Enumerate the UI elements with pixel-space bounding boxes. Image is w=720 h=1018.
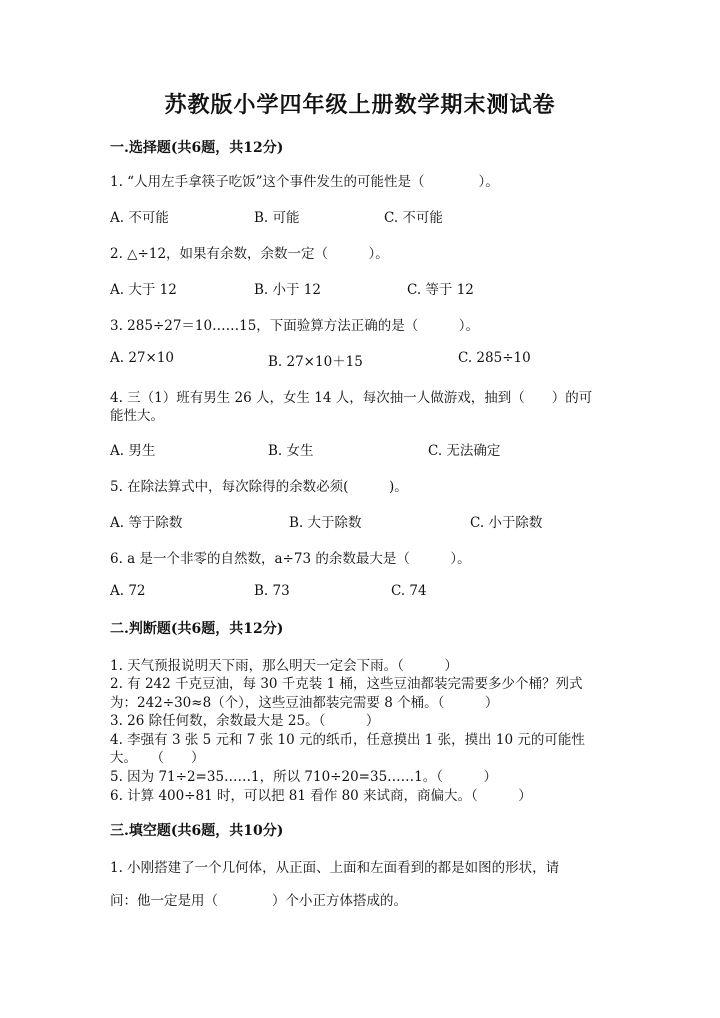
question-1-3: 3. 285÷27＝10……15，下面验算方法正确的是（ ）。 [110,318,480,334]
fill-line-1: 1. 小刚搭建了一个几何体，从正面、上面和左面看到的都是如图的形状，请 [110,860,560,876]
q1-5-option-b: B. 大于除数 [289,515,362,531]
section-heading-fill: 三.填空题(共6题，共10分) [110,823,284,839]
question-1-2: 2. △÷12，如果有余数，余数一定（ ）。 [110,246,389,262]
judge-line-1: 1. 天气预报说明天下雨，那么明天一定会下雨。（ ） [110,658,458,674]
q1-1-option-b: B. 可能 [254,210,300,226]
q1-4-option-a: A. 男生 [110,443,156,459]
q1-2-option-b: B. 小于 12 [254,282,321,298]
question-1-5: 5. 在除法算式中，每次除得的余数必须( )。 [110,479,408,495]
q1-3-option-c: C. 285÷10 [458,350,531,366]
q1-2-option-c: C. 等于 12 [407,282,474,298]
page-title: 苏教版小学四年级上册数学期末测试卷 [164,92,556,118]
q1-2-option-a: A. 大于 12 [110,282,177,298]
q1-6-option-c: C. 74 [391,583,427,599]
q1-4-option-b: B. 女生 [268,443,314,459]
q1-6-option-b: B. 73 [254,583,290,599]
question-1-4: 4. 三（1）班有男生 26 人，女生 14 人，每次抽一人做游戏，抽到（ ）的可 [110,390,593,406]
judge-line-5: 4. 李强有 3 张 5 元和 7 张 10 元的纸币，任意摸出 1 张，摸出 10 元的可能性 [110,732,585,748]
q1-5-option-a: A. 等于除数 [110,515,183,531]
q1-6-option-a: A. 72 [110,583,146,599]
q1-1-option-a: A. 不可能 [110,210,169,226]
judge-line-6: 大。 （ ） [110,750,205,766]
section-heading-judge: 二.判断题(共6题，共12分) [110,621,284,637]
question-1-6: 6. a 是一个非零的自然数，a÷73 的余数最大是（ ）。 [110,551,471,567]
fill-line-2: 问：他一定是用（ ）个小正方体搭成的。 [110,893,407,909]
judge-line-8: 6. 计算 400÷81 时，可以把 81 看作 80 来试商，商偏大。（ ） [110,788,532,804]
q1-4-option-c: C. 无法确定 [428,443,501,459]
question-1-1: 1. “人用左手拿筷子吃饭”这个事件发生的可能性是（ ）。 [110,174,499,190]
judge-line-4: 3. 26 除任何数，余数最大是 25。（ ） [110,713,380,729]
judge-line-3: 为：242÷30≈8（个），这些豆油都装完需要 8 个桶。（ ） [110,695,499,711]
section-heading-choice: 一.选择题(共6题，共12分) [110,140,284,156]
q1-3-option-b: B. 27×10＋15 [268,354,363,370]
q1-5-option-c: C. 小于除数 [470,515,543,531]
judge-line-7: 5. 因为 71÷2=35……1，所以 710÷20=35……1。（ ） [110,769,497,785]
q1-1-option-c: C. 不可能 [384,210,443,226]
q1-3-option-a: A. 27×10 [110,350,174,366]
question-1-4-cont: 能性大。 [110,408,164,424]
judge-line-2: 2. 有 242 千克豆油，每 30 千克装 1 桶，这些豆油都装完需要多少个桶？列式 [110,676,583,692]
